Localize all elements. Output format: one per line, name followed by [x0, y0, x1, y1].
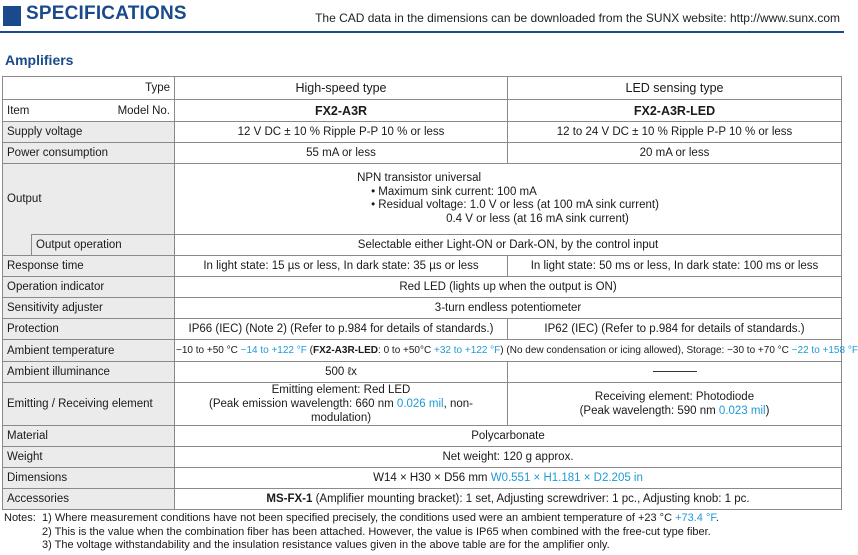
wavelength-mil: 0.026 mil	[396, 398, 444, 410]
table-row	[3, 319, 842, 340]
model-header-label: Model No.	[117, 104, 170, 117]
table-row	[3, 277, 842, 298]
model-fx2-a3r-led: FX2-A3R-LED	[508, 100, 842, 122]
page-title: SPECIFICATIONS	[26, 3, 187, 24]
operation-indicator-value: Red LED (lights up when the output is ON)	[175, 277, 842, 298]
wavelength-text: (Peak wavelength: 590 nm	[579, 405, 719, 417]
output-indent-cell	[3, 235, 32, 256]
row-label-weight: Weight	[3, 447, 175, 468]
header-accent-block	[3, 6, 21, 26]
ambient-temperature-value	[175, 340, 858, 362]
output-operation-value: Selectable either Light-ON or Dark-ON, by the control input	[175, 235, 842, 256]
table-row	[3, 298, 842, 319]
table-row-model	[3, 100, 842, 122]
temp-fahrenheit: −22 to +158 °F	[791, 345, 858, 356]
accessory-model: MS-FX-1	[266, 493, 313, 505]
table-row	[3, 340, 842, 362]
item-header-label: Item	[7, 104, 30, 117]
note-text	[42, 512, 719, 526]
table-row-output	[3, 164, 842, 235]
temp-text: (	[306, 345, 313, 356]
table-row	[3, 489, 842, 510]
spec-table	[2, 76, 858, 510]
row-label-dimensions: Dimensions	[3, 468, 175, 489]
row-label-emitting-receiving: Emitting / Receiving element	[3, 383, 175, 426]
cad-download-note: The CAD data in the dimensions can be downloaded from the SUNX website: http://www.sunx.com	[315, 11, 840, 25]
temp-text: ) (No dew condensation or icing allowed), Storage: −30 to +70 °C	[500, 345, 792, 356]
emitting-wavelength	[179, 397, 503, 425]
receiving-wavelength	[512, 404, 837, 418]
temp-text: : 0 to +50°C	[378, 345, 434, 356]
temp-text: −10 to +50 °C	[176, 345, 241, 356]
note-1-end: .	[715, 512, 719, 524]
dimensions-inch: W0.551 × H1.181 × D2.205 in	[490, 472, 643, 484]
model-fx2-a3r: FX2-A3R	[175, 100, 508, 122]
dimensions-mm: W14 × H30 × D56 mm	[373, 472, 491, 484]
page-header	[0, 2, 844, 30]
table-row	[3, 468, 842, 489]
row-label-operation-indicator: Operation indicator	[3, 277, 175, 298]
table-row	[3, 122, 842, 143]
element-led	[508, 383, 842, 426]
note-1	[4, 512, 719, 526]
output-value	[175, 164, 842, 235]
row-label-output: Output	[3, 164, 175, 235]
protection-led: IP62 (IEC) (Refer to p.984 for details of standards.)	[508, 319, 842, 340]
output-line: • Maximum sink current: 100 mA	[371, 185, 537, 198]
type-led-sensing: LED sensing type	[508, 77, 842, 100]
supply-voltage-led: 12 to 24 V DC ± 10 % Ripple P-P 10 % or less	[508, 122, 842, 143]
protection-high-speed: IP66 (IEC) (Note 2) (Refer to p.984 for details of standards.)	[175, 319, 508, 340]
accessories-value	[175, 489, 842, 510]
row-label-accessories: Accessories	[3, 489, 175, 510]
table-row	[3, 426, 842, 447]
wavelength-text: )	[765, 405, 770, 417]
table-row	[3, 256, 842, 277]
supply-voltage-high-speed: 12 V DC ± 10 % Ripple P-P 10 % or less	[175, 122, 508, 143]
type-high-speed: High-speed type	[175, 77, 508, 100]
row-label-sensitivity-adjuster: Sensitivity adjuster	[3, 298, 175, 319]
row-label-power-consumption: Power consumption	[3, 143, 175, 164]
row-label-material: Material	[3, 426, 175, 447]
section-title: Amplifiers	[5, 52, 74, 68]
response-time-led: In light state: 50 ms or less, In dark state: 100 ms or less	[508, 256, 842, 277]
table-row	[3, 235, 842, 256]
illuminance-high-speed: 500 ℓx	[175, 362, 508, 383]
output-spec-list	[357, 172, 659, 226]
row-label-ambient-illuminance: Ambient illuminance	[3, 362, 175, 383]
output-line: 0.4 V or less (at 16 mA sink current)	[446, 212, 629, 225]
table-row	[3, 143, 842, 164]
row-label-protection: Protection	[3, 319, 175, 340]
table-row	[3, 383, 842, 426]
type-header-label: Type	[3, 77, 175, 100]
wavelength-mil: 0.023 mil	[718, 405, 766, 417]
header-divider	[0, 31, 844, 33]
temp-model-ref: FX2-A3R-LED	[313, 345, 379, 356]
wavelength-text: , non-modulation)	[310, 398, 474, 424]
receiving-element-text: Receiving element: Photodiode	[594, 391, 755, 403]
table-row-type	[3, 77, 842, 100]
note-1-fahrenheit: +73.4 °F	[675, 512, 716, 524]
item-model-header	[3, 100, 175, 122]
not-applicable-dash	[653, 371, 697, 372]
material-value: Polycarbonate	[175, 426, 842, 447]
table-row	[3, 447, 842, 468]
emitting-element-text: Emitting element: Red LED	[271, 384, 411, 396]
power-high-speed: 55 mA or less	[175, 143, 508, 164]
sensitivity-adjuster-value: 3-turn endless potentiometer	[175, 298, 842, 319]
row-label-response-time: Response time	[3, 256, 175, 277]
power-led: 20 mA or less	[508, 143, 842, 164]
notes-section	[4, 512, 719, 553]
temp-fahrenheit: +32 to +122 °F	[434, 345, 501, 356]
note-1-text: 1) Where measurement conditions have not been specified precisely, the conditions used were an ambient temperature of +23 °C	[42, 512, 676, 524]
dimensions-value	[175, 468, 842, 489]
note-2-text: 2) This is the value when the combination fiber has been attached. However, the value is IP65 when combined with the free-cut type fiber.	[42, 525, 711, 538]
temp-fahrenheit: −14 to +122 °F	[240, 345, 307, 356]
row-label-ambient-temperature: Ambient temperature	[3, 340, 175, 362]
table-row	[3, 362, 842, 383]
wavelength-text: (Peak emission wavelength: 660 nm	[208, 398, 397, 410]
notes-lead: Notes:	[4, 512, 36, 524]
note-3-text: 3) The voltage withstandability and the insulation resistance values given in the above table are for the amplifier only.	[42, 539, 610, 551]
row-label-output-operation: Output operation	[32, 235, 175, 256]
response-time-high-speed: In light state: 15 µs or less, In dark state: 35 µs or less	[175, 256, 508, 277]
note-2	[4, 526, 719, 540]
output-line: • Residual voltage: 1.0 V or less (at 100 mA sink current)	[371, 199, 659, 211]
note-3	[4, 539, 719, 553]
accessory-text: (Amplifier mounting bracket): 1 set, Adjusting screwdriver: 1 pc., Adjusting knob: 1 pc.	[312, 493, 750, 505]
illuminance-led-not-applicable	[508, 362, 842, 383]
output-line: NPN transistor universal	[357, 172, 482, 184]
row-label-supply-voltage: Supply voltage	[3, 122, 175, 143]
element-high-speed	[175, 383, 508, 426]
weight-value: Net weight: 120 g approx.	[175, 447, 842, 468]
